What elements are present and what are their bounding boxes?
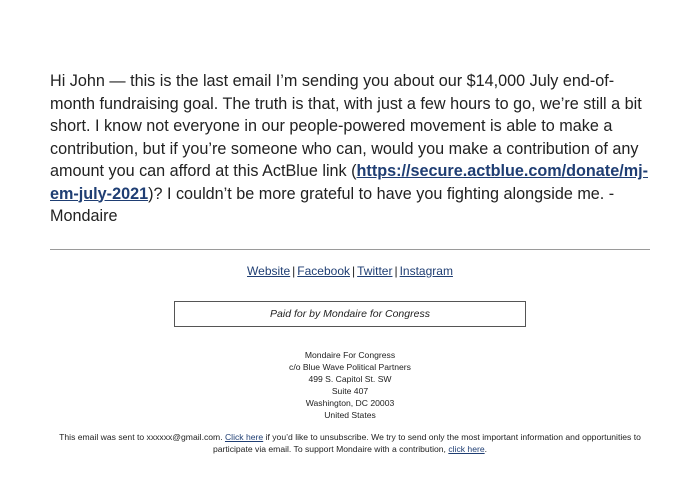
mailing-address	[50, 349, 650, 421]
address-line-suite: Suite 407	[331, 386, 369, 396]
address-line-country: United States	[324, 410, 376, 420]
website-link[interactable]: Website	[247, 264, 291, 278]
address-line-organization: Mondaire For Congress	[304, 350, 396, 360]
address-line-street: 499 S. Capitol St. SW	[308, 374, 392, 384]
link-separator: |	[352, 264, 356, 278]
footer-divider	[50, 249, 650, 250]
contribute-link[interactable]: click here	[448, 444, 485, 454]
facebook-link[interactable]: Facebook	[297, 264, 350, 278]
twitter-link[interactable]: Twitter	[357, 264, 393, 278]
unsubscribe-link[interactable]: Click here	[224, 432, 264, 442]
disclaimer-recipient-text: This email was sent to xxxxxx@gmail.com.	[59, 432, 225, 442]
email-message-body	[50, 70, 655, 228]
disclaimer-period: .	[484, 444, 488, 454]
address-line-city: Washington, DC 20003	[305, 398, 395, 408]
message-text-intro: Hi John — this is the last email I’m sending you about our $14,000 July end-of-month fundraising goal. The truth is that, with just a few hours to go, we’re still a bit short. I know not everyone in our people-powered movement is able to make a contribution, but if you’re someone who can, would you make a contribution of any amount you can afford at this ActBlue link (	[50, 72, 642, 180]
message-text-closing: )? I couldn’t be more grateful to have you fighting alongside me. - Mondaire	[50, 184, 615, 225]
actblue-donate-link[interactable]: https://secure.actblue.com/donate/mj-em-july-2021	[50, 162, 648, 203]
email-disclaimer	[50, 431, 650, 455]
disclaimer-info-text: if you’d like to unsubscribe. We try to send only the most important information and opportunities to participate via email. To support Mondaire with a contribution,	[212, 432, 641, 454]
address-line-care-of: c/o Blue Wave Political Partners	[289, 362, 411, 372]
paid-for-text: Paid for by Mondaire for Congress	[270, 308, 430, 320]
link-separator: |	[292, 264, 296, 278]
paid-for-disclaimer-box	[174, 301, 526, 327]
social-links-bar	[50, 264, 650, 278]
instagram-link[interactable]: Instagram	[399, 264, 453, 278]
link-separator: |	[394, 264, 398, 278]
